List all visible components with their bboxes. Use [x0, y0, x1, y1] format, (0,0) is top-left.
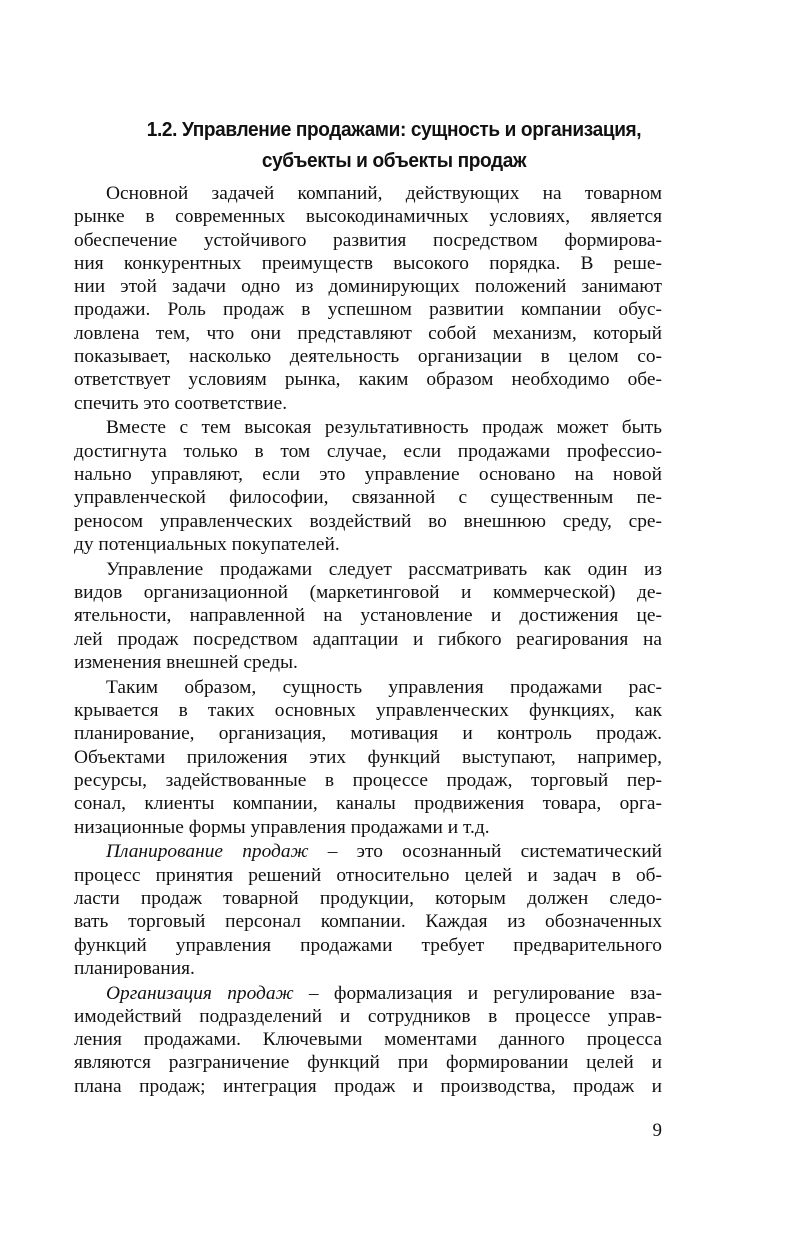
term-sales-organization: Организация продаж: [106, 982, 294, 1004]
text-line: процесс принятия решений относительно целей и задач в об-: [74, 864, 662, 886]
text-line: ответствует условиям рынка, каким образом необходимо обе-: [74, 369, 662, 391]
paragraph-2: [74, 416, 662, 556]
paragraph-5: [74, 840, 662, 980]
section-heading-line-1: 1.2. Управление продажами: сущность и организация,: [146, 118, 642, 141]
text-line: являются разграничение функций при формировании целей и: [74, 1052, 662, 1074]
section-heading: [96, 114, 691, 176]
text-line: реносом управленческих воздействий во внешнюю среду, сре-: [74, 510, 662, 532]
text-line: продажи. Роль продаж в успешном развитии компании обус-: [74, 299, 662, 321]
paragraph-3: [74, 558, 662, 674]
text-line: рынке в современных высокодинамичных условиях, является: [74, 206, 662, 228]
body-text: [74, 182, 662, 1098]
text-line: обеспечение устойчивого развития посредством формирова-: [74, 229, 662, 251]
text-line: спечить это соответствие.: [74, 392, 288, 414]
text-line: видов организационной (маркетинговой и коммерческой) де-: [74, 582, 662, 604]
text-line: [74, 840, 662, 863]
text-line: Основной задачей компаний, действующих на товарном: [106, 183, 662, 204]
text-line: управленческой философии, связанной с существенным пе-: [74, 487, 662, 509]
text-line: функций управления продажами требует предварительного: [74, 934, 662, 956]
text-line: плана продаж; интеграция продаж и производства, продаж и: [74, 1075, 662, 1097]
paragraph-4: [74, 676, 662, 839]
text-line: лей продаж посредством адаптации и гибкого реагирования на: [74, 628, 662, 650]
text-line: [74, 982, 662, 1005]
text-line: показывает, насколько деятельность организации в целом со-: [74, 346, 662, 368]
text-line: планирования.: [74, 957, 195, 979]
text-line: вать торговый персонал компании. Каждая из обозначенных: [74, 911, 662, 933]
text-line: сонал, клиенты компании, каналы продвижения товара, орга-: [74, 793, 662, 815]
text-line: ния конкурентных преимуществ высокого порядка. В реше-: [74, 252, 662, 274]
text-line: нии этой задачи одно из доминирующих положений занимают: [74, 276, 662, 298]
text-line: Объектами приложения этих функций выступают, например,: [74, 746, 662, 768]
text-line: планирование, организация, мотивация и контроль продаж.: [74, 723, 662, 745]
text-line: изменения внешней среды.: [74, 651, 298, 673]
paragraph-1: [74, 182, 662, 415]
definition-text: – это осознанный систематический: [308, 841, 662, 863]
text-line: крывается в таких основных управленческих функциях, как: [74, 700, 662, 722]
section-heading-line-2: субъекты и объекты продаж: [261, 149, 527, 172]
text-line: низационные формы управления продажами и т.д.: [74, 816, 490, 838]
paragraph-6: [74, 982, 662, 1098]
text-line: ласти продаж товарной продукции, которым должен следо-: [74, 887, 662, 909]
text-line: ду потенциальных покупателей.: [74, 533, 340, 555]
text-line: ловлена тем, что они представляют собой механизм, который: [74, 322, 662, 344]
text-line: ресурсы, задействованные в процессе продаж, торговый пер-: [74, 769, 662, 791]
text-line: нально управляют, если это управление основано на новой: [74, 464, 662, 486]
text-line: имодействий подразделений и сотрудников в процессе управ-: [74, 1005, 662, 1027]
page-number: 9: [652, 1120, 662, 1141]
definition-text: – формализация и регулирование вза-: [293, 982, 662, 1004]
text-line: ления продажами. Ключевыми моментами данного процесса: [74, 1029, 662, 1051]
text-line: Управление продажами следует рассматривать как один из: [106, 558, 662, 580]
text-line: достигнута только в том случае, если продажами профессио-: [74, 440, 662, 462]
text-line: ятельности, направленной на установление и достижения це-: [74, 605, 662, 627]
term-sales-planning: Планирование продаж: [106, 841, 309, 863]
text-line: Вместе с тем высокая результативность продаж может быть: [106, 417, 662, 439]
text-line: Таким образом, сущность управления продажами рас-: [106, 676, 662, 698]
